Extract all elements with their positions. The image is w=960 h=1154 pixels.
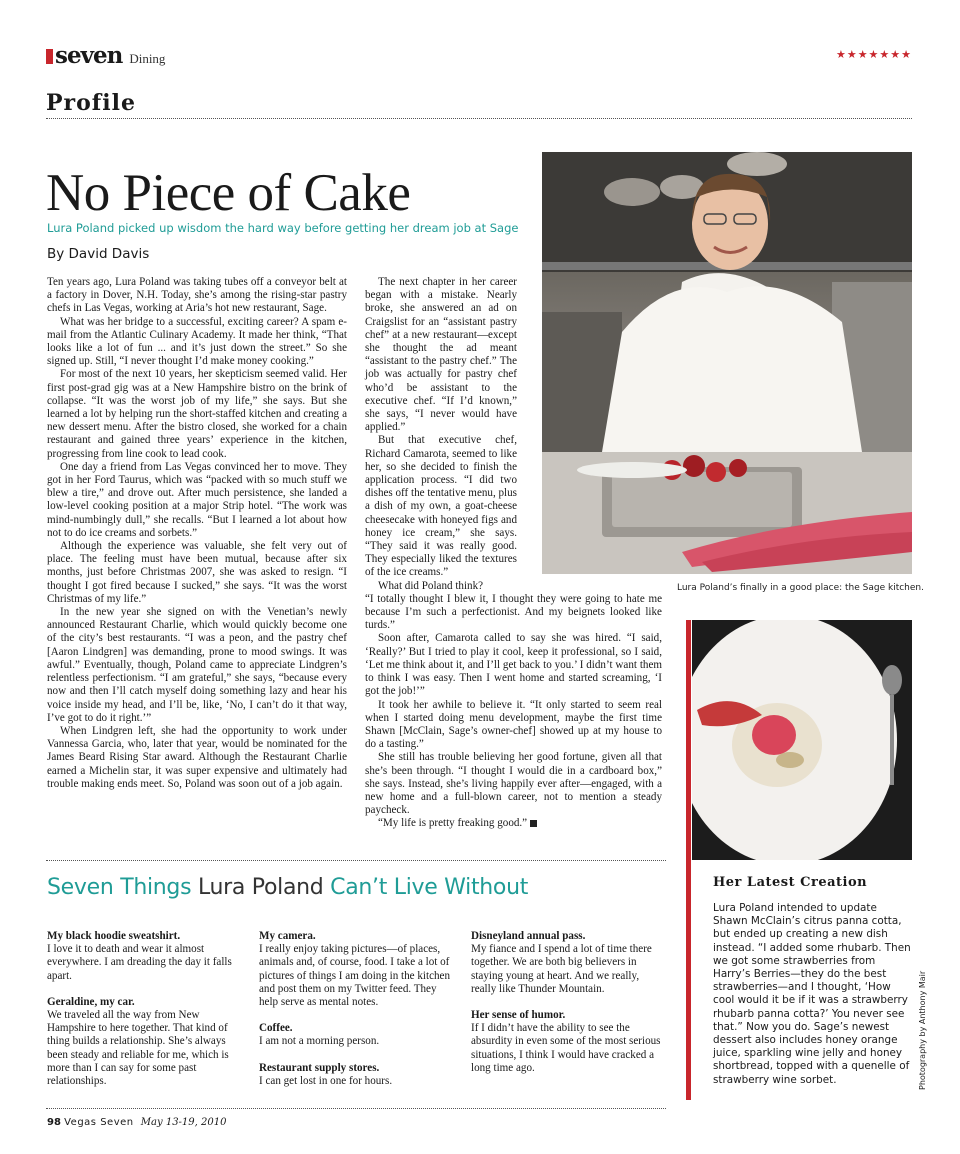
seven-things-heading: [47, 875, 528, 900]
dessert-photo: [692, 620, 912, 860]
list-item: [259, 1022, 455, 1048]
paragraph: Although the experience was valuable, she felt very out of place. The feeling must have been mutual, because after six months, just before Christmas 2007, she was asked to resign. “I thought I got fired because I sucked,” she says. “It was the worst Christmas of my life.”: [47, 540, 347, 605]
logo-bar: [46, 49, 53, 64]
list-item: [47, 996, 243, 1088]
seven-things-column-1: [47, 930, 243, 1101]
list-item: [471, 1009, 667, 1075]
paragraph: Ten years ago, Lura Poland was taking tubes off a conveyor belt at a factory in Dover, N.H. Today, she’s among the rising-star pastry chefs in Las Vegas, working at Aria’s hot new restaurant, Sage.: [47, 276, 347, 315]
paragraph: But that executive chef, Richard Camarota, seemed to like her, so she decided to finish the application process. “I did two dishes off the tentative menu, plus a dish of my own, a goat-cheese cheesecake with honeyed figs and honey ice cream,” she says. “They said it was really good. They especially liked the textures of the ice creams.”: [365, 434, 517, 579]
chef-photo: [542, 152, 912, 574]
heading-part: Seven Things: [47, 875, 192, 900]
item-text: If I didn’t have the ability to see the absurdity in even some of the most serious situations, I think I would have cracked a long time ago.: [471, 1022, 661, 1074]
headline: No Piece of Cake: [46, 164, 411, 222]
rating-stars: ★★★★★★★: [835, 48, 912, 61]
paragraph: Soon after, Camarota called to say she was hired. “I said, ‘Really?’ But I tried to play it cool, keep it professional, so I said, ‘Let me think about it, and I’ll get back to you.’ I didn’t want them to think I was easy. Then I went home and started screaming, ‘I got the job!’”: [365, 632, 662, 698]
heading-part: Lura Poland: [197, 875, 324, 900]
paragraph: It took her awhile to believe it. “It only started to seem real when I started doing menu development, maybe the first time Shawn [McClain, Sage’s owner-chef] showed up at my house to do a tasting.”: [365, 698, 662, 751]
item-title: Disneyland annual pass.: [471, 930, 586, 942]
heading-part: Can’t Live Without: [330, 875, 529, 900]
section-name: Dining: [129, 51, 166, 66]
item-text: I really enjoy taking pictures—of places, animals and, of course, food. I take a lot of pictures of things I am doing in the kitchen and post them on my Twitter feed. They help serve as mental notes.: [259, 943, 451, 1009]
item-title: My camera.: [259, 930, 316, 942]
accent-bar: [686, 620, 691, 1100]
paragraph: What did Poland think?: [378, 579, 484, 592]
item-text: We traveled all the way from New Hampshire to here together. That kind of thing builds a relationship. She’s always been steady and reliable for me, which is more than I can say for some past relationships.: [47, 1009, 229, 1088]
seven-things-column-2: [259, 930, 455, 1101]
item-title: Coffee.: [259, 1022, 293, 1035]
magazine-name: Vegas Seven: [64, 1117, 134, 1128]
divider: [46, 118, 912, 119]
paragraph: What was her bridge to a successful, exciting career? A spam e-mail from the Atlantic Culinary Academy. It made her think, “That looks like a lot of fun ... and it’s just down the street.” So she signed up. Still, “I never thought I’d make money cooking.”: [47, 315, 347, 368]
paragraph: [365, 817, 662, 830]
paragraph: She still has trouble believing her good fortune, given all that she’s been through. “I thought I would die in a cardboard box,” she says. Instead, she’s living happily ever after—engaged, with a new home and a full-blown career, not to mention a steady paycheck.: [365, 751, 662, 817]
page-footer: [47, 1117, 226, 1128]
closing-quote: “My life is pretty freaking good.”: [378, 817, 528, 830]
paragraph: In the new year she signed on with the Venetian’s newly announced Restaurant Charlie, which would quickly become one of the city’s best restaurants. “I was a peon, and the pastry chef [Aaron Lindgren] was demanding, prone to mood swings. It was awful.” Eventually, though, Poland came to appreciate Lindgren’s relentless perfectionism. “I am grateful,” she says, “because every now and then I’ll catch myself doing something lazy and hear his voice inside my head, and I’ll be, like, ‘No, I can’t do it that way, I’ve got to do it right.’”: [47, 606, 347, 724]
item-text: I am not a morning person.: [259, 1035, 380, 1048]
list-item: [259, 930, 455, 1009]
dek: Lura Poland picked up wisdom the hard way before getting her dream job at Sage: [47, 221, 519, 235]
item-text: I love it to death and wear it almost everywhere. I am dreading the day it falls apart.: [47, 943, 232, 982]
paragraph: For most of the next 10 years, her skepticism seemed valid. Her first post-grad gig was at a New Hampshire bistro on the brink of collapse. “It was the worst job of my life,” she says. But she learned a lot by helping run the short-staffed kitchen and creating a new dessert menu. After the bistro closed, she worked for a chain restaurant and gained three years’ experience in the kitchen, progressing from line cook to lead cook.: [47, 368, 347, 460]
logo: seven: [55, 42, 123, 69]
paragraph: When Lindgren left, she had the opportunity to work under Vannessa Garcia, who, later that year, would be nominated for the James Beard Rising Star award. Although the Restaurant Charlie earned a Michelin star, it was super expensive and ultimately had trouble making ends meet. So, Poland was soon out of a job again.: [47, 724, 347, 790]
paragraph: “I totally thought I blew it, I thought they were going to hate me because I’m such a perfectionist. And my beignets looked like turds.”: [365, 592, 662, 632]
item-title: Restaurant supply stores.: [259, 1061, 380, 1074]
article-column-1: [47, 276, 347, 791]
item-text: I can get lost in one for hours.: [259, 1074, 393, 1087]
sidebar-title: Her Latest Creation: [713, 875, 868, 890]
paragraph: One day a friend from Las Vegas convinced her to move. They got in her Ford Taurus, which was “packed with so much stuff we blew a tire,” and drove out. After much persistence, she landed a low-level cooking position at a major Strip hotel. “The work was mind-numbingly dull,” she recalls. “But I learned a lot about how not to do ice creams and sorbets.”: [47, 460, 347, 539]
list-item: [471, 930, 667, 996]
issue-date: May 13-19, 2010: [140, 1117, 227, 1128]
list-item: [259, 1062, 455, 1088]
divider: [46, 1108, 666, 1109]
chef-illustration: [542, 152, 912, 574]
section-label: Profile: [46, 90, 136, 116]
seven-things-column-3: [471, 930, 667, 1088]
masthead: [46, 44, 165, 67]
divider: [46, 860, 666, 861]
photo-caption: Lura Poland’s finally in a good place: the Sage kitchen.: [677, 583, 924, 593]
item-title: Geraldine, my car.: [47, 995, 135, 1008]
paragraph: The next chapter in her career began with a mistake. Nearly broke, she answered an ad on Craigslist for an “assistant pastry chef” at a new restaurant—except she thought the ad meant “assistant to the pastry chef.” The job was actually for pastry chef who’d be assistant to the executive chef. “If I’d known,” she says, “I never would have applied.”: [365, 276, 517, 434]
dessert-illustration: [692, 620, 912, 860]
narrow-block: [365, 276, 517, 593]
sidebar-body: Lura Poland intended to update Shawn McClain’s citrus panna cotta, but ended up creating a new dish instead. “I added some rhubarb. Then we got some strawberries from Harry’s Berries—they do the best strawberries—and I thought, ‘How cool would it be if it was a strawberry rhubarb panna cotta?’ You never see that.” Now you do. Sage’s newest dessert also includes honey orange juice, sparkling wine jelly and honey shortbread, topped with a quenelle of strawberry wine sorbet.: [713, 902, 911, 1086]
item-title: Her sense of humor.: [471, 1009, 566, 1022]
photo-credit: Photography by Anthony Mair: [918, 970, 927, 1090]
end-mark: 7: [530, 820, 537, 827]
byline: By David Davis: [47, 246, 150, 262]
item-text: My fiance and I spend a lot of time there together. We are both big believers in staying young at heart. And we really, really like Thunder Mountain.: [471, 943, 652, 995]
item-title: My black hoodie sweatshirt.: [47, 930, 181, 942]
page-number: 98: [47, 1117, 61, 1128]
list-item: [47, 930, 243, 983]
